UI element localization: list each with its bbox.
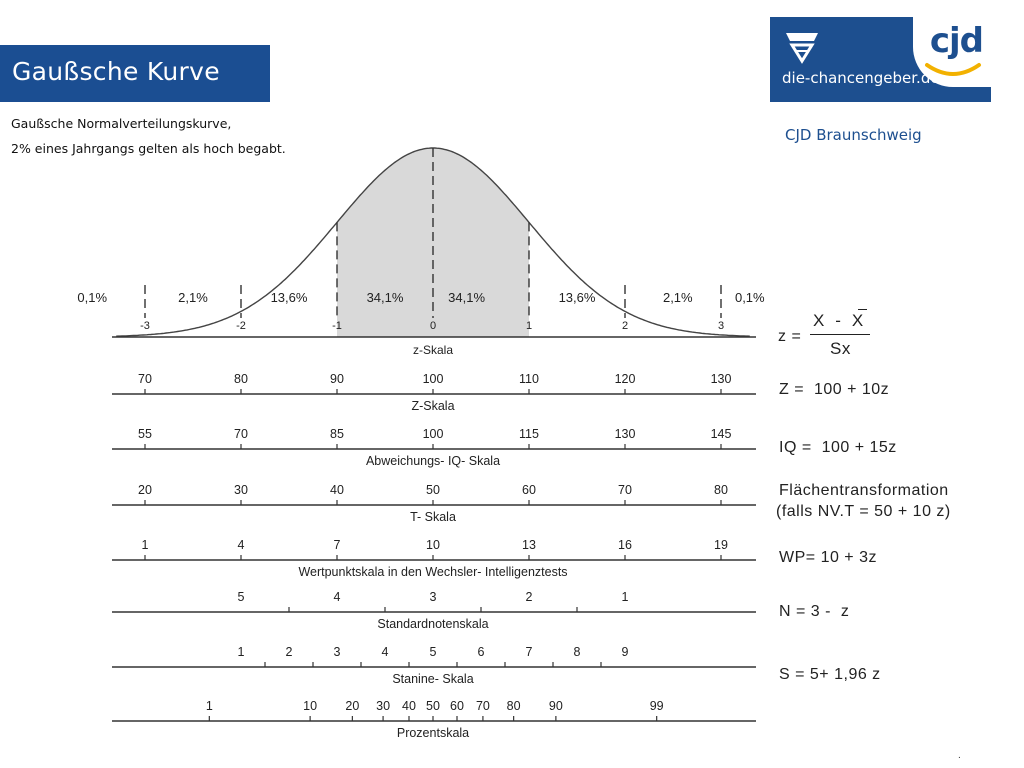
scale-tick-label: 55: [138, 427, 152, 441]
scale-tick-label: 145: [710, 427, 732, 441]
scale-tick-label: 30: [234, 483, 248, 497]
scale-tick-label: 4: [333, 590, 341, 604]
scale-tick-label: 130: [710, 372, 732, 386]
scale-name: Prozentskala: [396, 726, 470, 740]
z-axis-name: z-Skala: [412, 343, 454, 357]
scale-tick-label: 1: [621, 590, 629, 604]
formula-z-numerator: X - X: [813, 311, 864, 330]
scale-name: Standardnotenskala: [377, 617, 489, 631]
org-name: CJD Braunschweig: [785, 126, 922, 144]
formula-z-prefix: z =: [778, 328, 802, 345]
scale-tick-label: 7: [525, 645, 533, 659]
formula-IQ: IQ = 100 + 15z: [779, 439, 897, 456]
scale-tick-label: 16: [618, 538, 632, 552]
scale-name: Wertpunktskala in den Wechsler- Intelligenztests: [298, 565, 568, 579]
z-tick-label: 1: [525, 320, 533, 332]
area-percent-label: 13,6%: [558, 290, 596, 305]
area-percent-label: 34,1%: [448, 290, 486, 305]
subtitle-line-2: 2% eines Jahrgangs gelten als hoch begabt.: [11, 141, 286, 156]
logo-cjd-text: cjd: [929, 21, 983, 61]
fraction-line: [810, 334, 870, 335]
scale-tick-label: 3: [333, 645, 341, 659]
scale-tick-label: 2: [285, 645, 293, 659]
scale-tick-label: 90: [330, 372, 344, 386]
formula-Z: Z = 100 + 10z: [779, 381, 890, 398]
z-tick-label: 2: [621, 320, 629, 332]
z-tick-label: -1: [332, 320, 342, 332]
scale-tick-label: 80: [506, 699, 521, 713]
formula-flaechen-line-2: (falls NV.T = 50 + 10 z): [776, 503, 951, 520]
scale-tick-label: 20: [345, 699, 360, 713]
scale-tick-label: 70: [138, 372, 152, 386]
mean-bar: [858, 309, 867, 310]
formula-WP: WP= 10 + 3z: [779, 549, 877, 566]
scale-tick-label: 90: [548, 699, 563, 713]
scale-tick-label: 70: [475, 699, 490, 713]
scale-name: Abweichungs- IQ- Skala: [365, 454, 501, 468]
scale-tick-label: 80: [234, 372, 248, 386]
logo-url: die-chancengeber.de: [782, 69, 940, 87]
z-tick-label: -2: [236, 320, 246, 332]
scale-tick-label: 5: [429, 645, 437, 659]
scale-tick-label: 130: [614, 427, 636, 441]
scale-tick-label: 10: [426, 538, 440, 552]
scale-tick-label: 13: [522, 538, 536, 552]
scale-tick-label: 40: [402, 699, 416, 713]
scale-tick-label: 3: [429, 590, 437, 604]
z-tick-label: 3: [717, 320, 725, 332]
scale-tick-label: 70: [618, 483, 632, 497]
scale-tick-label: 20: [138, 483, 152, 497]
page-title: Gaußsche Kurve: [12, 57, 220, 86]
scale-name: Stanine- Skala: [392, 672, 474, 686]
scale-tick-label: 40: [330, 483, 344, 497]
z-tick-label: 0: [429, 320, 437, 332]
footer-dot: .: [958, 750, 961, 761]
scale-tick-label: 85: [330, 427, 344, 441]
scale-tick-label: 5: [237, 590, 245, 604]
scale-tick-label: 8: [573, 645, 581, 659]
area-percent-label: 13,6%: [270, 290, 308, 305]
scale-tick-label: 1: [237, 645, 245, 659]
scale-tick-label: 1: [141, 538, 149, 552]
formula-flaechen-line-1: Flächentransformation: [779, 482, 949, 499]
scale-name: Z-Skala: [411, 399, 455, 413]
scale-tick-label: 19: [714, 538, 728, 552]
scale-tick-label: 115: [519, 427, 539, 441]
scale-tick-label: 120: [614, 372, 636, 386]
area-percent-label: 0,1%: [77, 290, 108, 305]
scale-tick-label: 4: [237, 538, 245, 552]
scale-tick-label: 50: [426, 483, 440, 497]
scale-tick-label: 100: [422, 372, 444, 386]
z-tick-label: -3: [140, 320, 150, 332]
scale-tick-label: 100: [422, 427, 444, 441]
area-percent-label: 0,1%: [734, 290, 765, 305]
scale-tick-label: 6: [477, 645, 485, 659]
scale-name: T- Skala: [410, 510, 456, 524]
area-percent-label: 2,1%: [178, 290, 208, 305]
scale-tick-label: 60: [522, 483, 536, 497]
scale-tick-label: 99: [649, 699, 664, 713]
subtitle-line-1: Gaußsche Normalverteilungskurve,: [11, 116, 232, 131]
scale-tick-label: 60: [450, 699, 464, 713]
area-percent-label: 34,1%: [366, 290, 404, 305]
scale-tick-label: 2: [525, 590, 533, 604]
scale-tick-label: 30: [376, 699, 391, 713]
area-percent-label: 2,1%: [662, 290, 693, 305]
scale-tick-label: 80: [714, 483, 728, 497]
scale-tick-label: 50: [426, 699, 440, 713]
formula-N: N = 3 - z: [779, 603, 850, 620]
scale-tick-label: 110: [519, 372, 539, 386]
scale-tick-label: 1: [205, 699, 213, 713]
scale-tick-label: 70: [234, 427, 248, 441]
formula-S: S = 5+ 1,96 z: [779, 666, 881, 683]
scale-tick-label: 4: [381, 645, 389, 659]
scale-tick-label: 9: [621, 645, 629, 659]
scale-tick-label: 7: [333, 538, 341, 552]
formula-z-denominator: Sx: [830, 339, 851, 358]
scale-tick-label: 10: [303, 699, 318, 713]
